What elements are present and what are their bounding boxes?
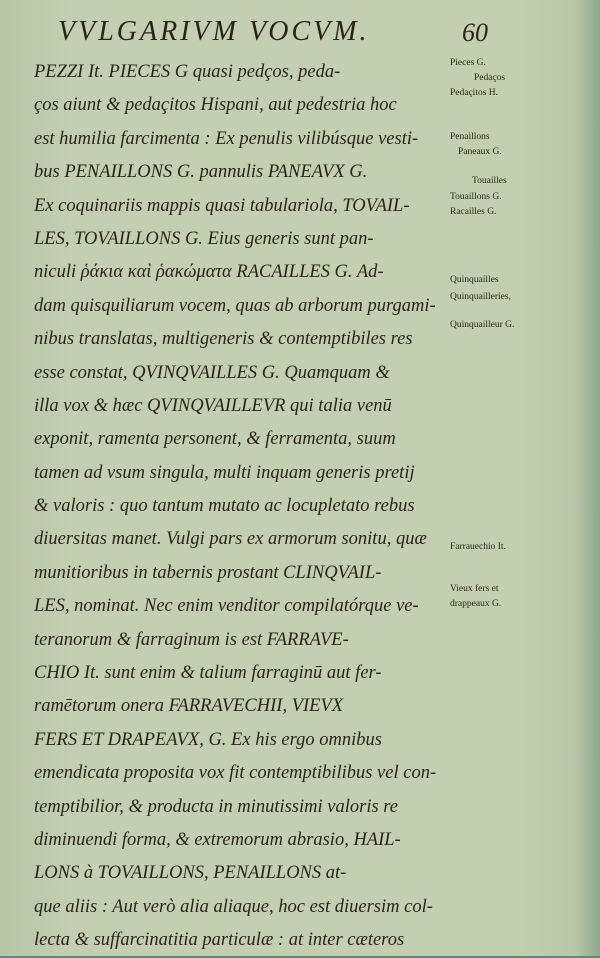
text-line: & valoris : quo tantum mutato ac locupletato rebus: [34, 496, 415, 517]
margin-note: Pieces G.: [450, 58, 486, 68]
margin-note: drappeaux G.: [450, 599, 502, 609]
text-line: dam quisquiliarum vocem, quas ab arborum purgami-: [34, 295, 436, 316]
text-line: esse constat, QVINQVAILLES G. Quamquam &: [34, 362, 390, 383]
margin-note: Pedaços: [474, 73, 506, 83]
margin-note: Quinquailleur G.: [450, 320, 515, 330]
text-line: CHIO It. sunt enim & talium farraginū aut fer-: [34, 663, 382, 684]
text-line: teranorum & farraginum is est FARRAVE-: [34, 629, 349, 650]
text-line: diminuendi forma, & extremorum abrasio, HAIL-: [34, 829, 401, 850]
margin-note: Quinquailleries,: [450, 292, 511, 302]
text-line: Ex coquinariis mappis quasi tabulariola, TOVAIL-: [34, 195, 410, 216]
margin-note: Touailles: [472, 176, 507, 186]
margin-note: Quinquailles: [450, 275, 499, 285]
text-line: temptibilior, & producta in minutissimi valoris re: [34, 796, 399, 817]
text-line: est humilia farcimenta : Ex penulis vilibúsque vesti-: [34, 128, 419, 149]
text-line: nibus translatas, multigeneris & contemptibiles res: [34, 329, 413, 350]
margin-note: Racailles G.: [450, 207, 497, 217]
text-line: niculi ῥάκια καὶ ῥακώματα RACAILLES G. Ad-: [34, 262, 384, 283]
text-line: LONS à TOVAILLONS, PENAILLONS at-: [34, 863, 347, 884]
text-line: illa vox & hæc QVINQVAILLEVR qui talia venū: [34, 395, 392, 416]
text-line: munitioribus in tabernis prostant CLINQVAIL-: [34, 562, 382, 583]
text-line: ços aiunt & pedaçitos Hispani, aut pedestria hoc: [34, 95, 397, 116]
text-line: LES, nominat. Nec enim venditor compilatórque ve-: [34, 596, 419, 617]
margin-note: Vieux fers et: [450, 584, 499, 594]
text-line: PEZZI It. PIECES G quasi pedços, peda-: [34, 62, 341, 82]
text-line: tamen ad vsum singula, multi inquam generis pretij: [34, 462, 415, 483]
text-line: ramētorum onera FARRAVECHII, VIEVX: [34, 696, 344, 717]
page-number: 60: [462, 18, 488, 47]
page-edge-shadow: [576, 0, 600, 956]
text-line: lecta & suffarcinatitia particulæ : at inter cæteros: [34, 930, 405, 951]
text-line: que aliis : Aut verò alia aliaque, hoc est diuersim col-: [34, 896, 433, 917]
text-line: emendicata proposita vox fit contemptibilibus vel con-: [34, 763, 437, 784]
text-line: LES, TOVAILLONS G. Eius generis sunt pan-: [34, 228, 374, 249]
margin-note: Touaillons G.: [450, 192, 502, 202]
text-line: diuersitas manet. Vulgi pars ex armorum sonitu, quæ: [34, 529, 427, 550]
text-line: bus PENAILLONS G. pannulis PANEAVX G.: [34, 162, 368, 183]
body-text: [34, 56, 444, 958]
margin-note: Pedaçitos H.: [450, 88, 499, 98]
margin-note: Penaillons: [450, 132, 490, 142]
margin-note: Farrauechio It.: [450, 542, 506, 552]
text-line: exponit, ramenta personent, & ferramenta, suum: [34, 429, 396, 450]
running-title: VVLGARIVM VOCVM.: [58, 16, 370, 47]
margin-note: Paneaux G.: [458, 147, 502, 157]
page-header: [58, 16, 488, 56]
text-line: FERS ET DRAPEAVX, G. Ex his ergo omnibus: [34, 729, 382, 750]
